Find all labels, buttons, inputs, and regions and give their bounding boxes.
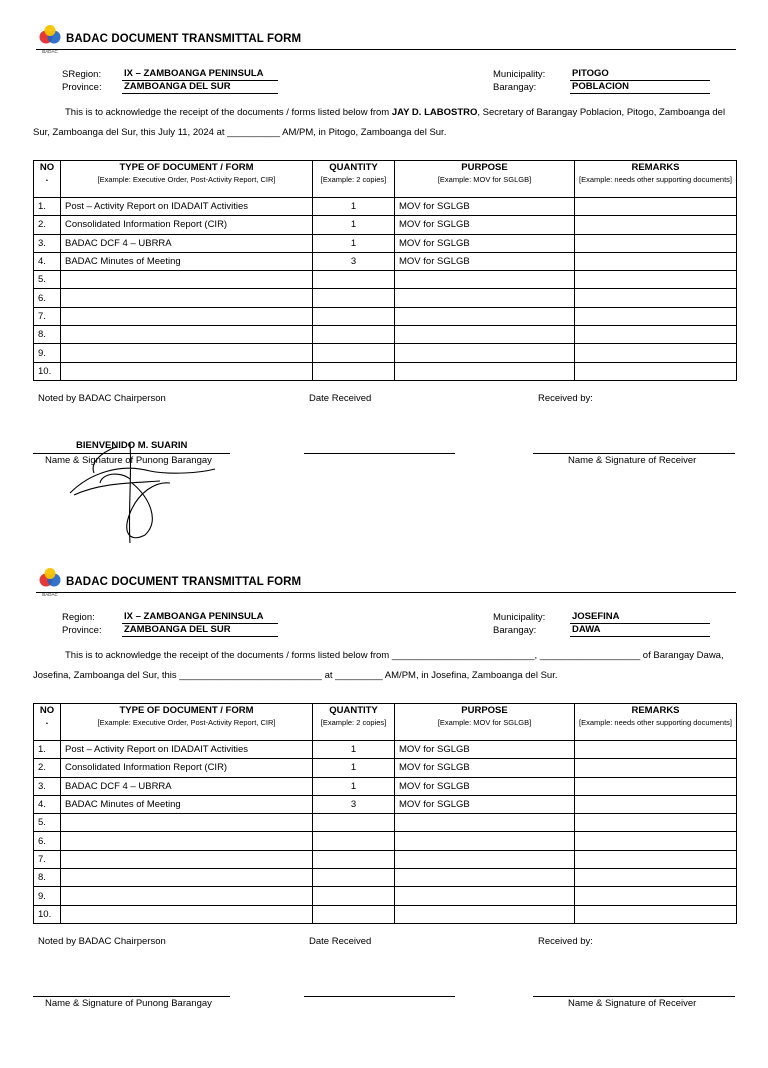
table-row bbox=[34, 307, 737, 325]
quantity-cell bbox=[313, 850, 395, 868]
header-quantity-example: [Example: 2 copies] bbox=[320, 175, 387, 184]
purpose-cell: MOV for SGLGB bbox=[395, 759, 575, 777]
barangay-label: Barangay: bbox=[493, 625, 537, 636]
row-number-cell: 1. bbox=[34, 741, 61, 759]
purpose-cell bbox=[395, 850, 575, 868]
table-row bbox=[34, 887, 737, 905]
row-number-cell: 3. bbox=[34, 234, 61, 252]
quantity-cell: 1 bbox=[313, 198, 395, 216]
document-type-cell bbox=[61, 344, 313, 362]
purpose-cell: MOV for SGLGB bbox=[395, 741, 575, 759]
chair-signature-line bbox=[33, 996, 230, 997]
remarks-cell bbox=[575, 307, 737, 325]
table-body bbox=[34, 198, 737, 381]
purpose-cell: MOV for SGLGB bbox=[395, 216, 575, 234]
row-number-cell: 8. bbox=[34, 869, 61, 887]
handwritten-signature bbox=[60, 443, 230, 545]
table-row bbox=[34, 198, 737, 216]
purpose-cell: MOV for SGLGB bbox=[395, 777, 575, 795]
document-type-cell bbox=[61, 271, 313, 289]
document-type-cell: BADAC Minutes of Meeting bbox=[61, 795, 313, 813]
municipality-label: Municipality: bbox=[493, 69, 546, 80]
documents-table bbox=[33, 160, 737, 381]
barangay-value: DAWA bbox=[570, 624, 710, 637]
header-purpose bbox=[395, 161, 575, 198]
quantity-cell bbox=[313, 814, 395, 832]
table-row bbox=[34, 905, 737, 923]
quantity-cell bbox=[313, 905, 395, 923]
header-quantity bbox=[313, 704, 395, 741]
quantity-cell bbox=[313, 307, 395, 325]
transmittal-form-2 bbox=[0, 568, 768, 1068]
document-type-cell bbox=[61, 289, 313, 307]
barangay-label: Barangay: bbox=[493, 82, 537, 93]
province-value: ZAMBOANGA DEL SUR bbox=[122, 81, 278, 94]
ack-text-post: , Secretary of Barangay Poblacion, Pitogo, Zamboanga del Sur, Zamboanga del Sur, this July 11, 2024 at __________ AM/PM, in Pitogo, Zamboanga del Sur. bbox=[33, 107, 726, 138]
documents-table bbox=[33, 703, 737, 924]
table-header-row bbox=[34, 704, 737, 741]
row-number-cell: 2. bbox=[34, 216, 61, 234]
header-remarks-example: [Example: needs other supporting documents] bbox=[579, 718, 733, 727]
remarks-cell bbox=[575, 362, 737, 380]
row-number-cell: 2. bbox=[34, 759, 61, 777]
row-number-cell: 7. bbox=[34, 307, 61, 325]
row-number-cell: 6. bbox=[34, 832, 61, 850]
logo-text: BADAC bbox=[42, 592, 58, 597]
document-type-cell: BADAC Minutes of Meeting bbox=[61, 252, 313, 270]
remarks-cell bbox=[575, 832, 737, 850]
document-type-cell bbox=[61, 326, 313, 344]
quantity-cell bbox=[313, 832, 395, 850]
purpose-cell bbox=[395, 362, 575, 380]
chair-caption: Name & Signature of Punong Barangay bbox=[45, 998, 212, 1009]
receiver-caption: Name & Signature of Receiver bbox=[568, 455, 697, 466]
purpose-cell: MOV for SGLGB bbox=[395, 234, 575, 252]
row-number-cell: 5. bbox=[34, 814, 61, 832]
receiver-signature-line bbox=[533, 453, 735, 454]
header-type bbox=[61, 161, 313, 198]
row-number-cell: 3. bbox=[34, 777, 61, 795]
document-type-cell bbox=[61, 905, 313, 923]
remarks-cell bbox=[575, 741, 737, 759]
remarks-cell bbox=[575, 216, 737, 234]
row-number-cell: 10. bbox=[34, 362, 61, 380]
purpose-cell bbox=[395, 326, 575, 344]
quantity-cell: 1 bbox=[313, 777, 395, 795]
table-row bbox=[34, 271, 737, 289]
row-number-cell: 9. bbox=[34, 344, 61, 362]
row-number-cell: 7. bbox=[34, 850, 61, 868]
header-type-example: [Example: Executive Order, Post-Activity Report, CIR] bbox=[97, 718, 276, 727]
region-label: SRegion: bbox=[62, 69, 102, 80]
remarks-cell bbox=[575, 326, 737, 344]
quantity-cell: 3 bbox=[313, 252, 395, 270]
table-body bbox=[34, 741, 737, 924]
title-divider bbox=[36, 49, 736, 50]
purpose-cell bbox=[395, 832, 575, 850]
table-row bbox=[34, 234, 737, 252]
purpose-cell bbox=[395, 814, 575, 832]
document-type-cell: BADAC DCF 4 – UBRRA bbox=[61, 777, 313, 795]
date-received-label: Date Received bbox=[309, 936, 372, 947]
remarks-cell bbox=[575, 850, 737, 868]
barangay-value: POBLACION bbox=[570, 81, 710, 94]
purpose-cell: MOV for SGLGB bbox=[395, 198, 575, 216]
header-remarks-example: [Example: needs other supporting documents] bbox=[579, 175, 733, 184]
document-type-cell bbox=[61, 814, 313, 832]
date-received-line bbox=[304, 453, 455, 454]
table-row bbox=[34, 326, 737, 344]
header-no: NO . bbox=[34, 704, 61, 741]
header-type-label: TYPE OF DOCUMENT / FORM bbox=[119, 705, 254, 716]
ack-sender-name: JAY D. LABOSTRO bbox=[391, 107, 478, 118]
quantity-cell bbox=[313, 344, 395, 362]
header-type bbox=[61, 704, 313, 741]
document-type-cell bbox=[61, 850, 313, 868]
quantity-cell: 3 bbox=[313, 795, 395, 813]
header-purpose-example: [Example: MOV for SGLGB] bbox=[437, 718, 532, 727]
header-remarks-label: REMARKS bbox=[631, 162, 680, 173]
table-row bbox=[34, 252, 737, 270]
region-value: IX – ZAMBOANGA PENINSULA bbox=[122, 611, 278, 624]
table-row bbox=[34, 814, 737, 832]
document-type-cell: Consolidated Information Report (CIR) bbox=[61, 759, 313, 777]
municipality-value: PITOGO bbox=[570, 68, 710, 81]
header-quantity-label: QUANTITY bbox=[329, 705, 378, 716]
purpose-cell bbox=[395, 271, 575, 289]
noted-by-label: Noted by BADAC Chairperson bbox=[38, 393, 166, 404]
document-type-cell bbox=[61, 887, 313, 905]
document-type-cell: BADAC DCF 4 – UBRRA bbox=[61, 234, 313, 252]
remarks-cell bbox=[575, 344, 737, 362]
table-row bbox=[34, 759, 737, 777]
document-type-cell bbox=[61, 362, 313, 380]
transmittal-form-1 bbox=[0, 25, 768, 525]
remarks-cell bbox=[575, 289, 737, 307]
receiver-caption: Name & Signature of Receiver bbox=[568, 998, 697, 1009]
quantity-cell: 1 bbox=[313, 741, 395, 759]
header-purpose-label: PURPOSE bbox=[461, 162, 508, 173]
quantity-cell: 1 bbox=[313, 234, 395, 252]
row-number-cell: 5. bbox=[34, 271, 61, 289]
header-type-example: [Example: Executive Order, Post-Activity Report, CIR] bbox=[97, 175, 276, 184]
purpose-cell bbox=[395, 905, 575, 923]
document-type-cell: Post – Activity Report on IDADAIT Activities bbox=[61, 198, 313, 216]
purpose-cell: MOV for SGLGB bbox=[395, 795, 575, 813]
purpose-cell: MOV for SGLGB bbox=[395, 252, 575, 270]
purpose-cell bbox=[395, 869, 575, 887]
header-quantity-label: QUANTITY bbox=[329, 162, 378, 173]
ack-text-pre: This is to acknowledge the receipt of the documents / forms listed below from bbox=[65, 107, 392, 118]
document-type-cell bbox=[61, 869, 313, 887]
row-number-cell: 6. bbox=[34, 289, 61, 307]
header-remarks bbox=[575, 161, 737, 198]
quantity-cell bbox=[313, 362, 395, 380]
remarks-cell bbox=[575, 795, 737, 813]
quantity-cell bbox=[313, 887, 395, 905]
remarks-cell bbox=[575, 777, 737, 795]
chair-caption: Name & Signature of Punong Barangay bbox=[45, 455, 212, 466]
remarks-cell bbox=[575, 869, 737, 887]
date-received-line bbox=[304, 996, 455, 997]
form-title: BADAC DOCUMENT TRANSMITTAL FORM bbox=[66, 33, 302, 45]
table-row bbox=[34, 869, 737, 887]
quantity-cell: 1 bbox=[313, 759, 395, 777]
province-value: ZAMBOANGA DEL SUR bbox=[122, 624, 278, 637]
receiver-signature-line bbox=[533, 996, 735, 997]
date-received-label: Date Received bbox=[309, 393, 372, 404]
purpose-cell bbox=[395, 307, 575, 325]
table-row bbox=[34, 741, 737, 759]
received-by-label: Received by: bbox=[538, 393, 593, 404]
table-row bbox=[34, 795, 737, 813]
form-title: BADAC DOCUMENT TRANSMITTAL FORM bbox=[66, 576, 302, 588]
acknowledgement-paragraph bbox=[33, 103, 736, 143]
remarks-cell bbox=[575, 252, 737, 270]
table-header-row bbox=[34, 161, 737, 198]
quantity-cell bbox=[313, 869, 395, 887]
header-quantity-example: [Example: 2 copies] bbox=[320, 718, 387, 727]
municipality-value: JOSEFINA bbox=[570, 611, 710, 624]
chairperson-name: BIENVENIDO M. SUARIN bbox=[76, 440, 188, 451]
region-label: Region: bbox=[62, 612, 95, 623]
noted-by-label: Noted by BADAC Chairperson bbox=[38, 936, 166, 947]
remarks-cell bbox=[575, 814, 737, 832]
remarks-cell bbox=[575, 271, 737, 289]
municipality-label: Municipality: bbox=[493, 612, 546, 623]
header-remarks-label: REMARKS bbox=[631, 705, 680, 716]
table-row bbox=[34, 362, 737, 380]
province-label: Province: bbox=[62, 82, 102, 93]
header-remarks bbox=[575, 704, 737, 741]
quantity-cell bbox=[313, 271, 395, 289]
remarks-cell bbox=[575, 905, 737, 923]
table-row bbox=[34, 344, 737, 362]
quantity-cell: 1 bbox=[313, 216, 395, 234]
row-number-cell: 9. bbox=[34, 887, 61, 905]
region-value: IX – ZAMBOANGA PENINSULA bbox=[122, 68, 278, 81]
row-number-cell: 8. bbox=[34, 326, 61, 344]
table-row bbox=[34, 832, 737, 850]
purpose-cell bbox=[395, 289, 575, 307]
header-purpose-label: PURPOSE bbox=[461, 705, 508, 716]
header-no: NO . bbox=[34, 161, 61, 198]
purpose-cell bbox=[395, 344, 575, 362]
remarks-cell bbox=[575, 198, 737, 216]
document-type-cell: Consolidated Information Report (CIR) bbox=[61, 216, 313, 234]
header-type-label: TYPE OF DOCUMENT / FORM bbox=[119, 162, 254, 173]
received-by-label: Received by: bbox=[538, 936, 593, 947]
header-purpose-example: [Example: MOV for SGLGB] bbox=[437, 175, 532, 184]
province-label: Province: bbox=[62, 625, 102, 636]
header-purpose bbox=[395, 704, 575, 741]
badac-logo-icon bbox=[37, 25, 63, 55]
table-row bbox=[34, 216, 737, 234]
quantity-cell bbox=[313, 326, 395, 344]
table-row bbox=[34, 850, 737, 868]
table-row bbox=[34, 777, 737, 795]
acknowledgement-paragraph bbox=[33, 646, 736, 686]
purpose-cell bbox=[395, 887, 575, 905]
document-type-cell: Post – Activity Report on IDADAIT Activities bbox=[61, 741, 313, 759]
title-divider bbox=[36, 592, 736, 593]
row-number-cell: 1. bbox=[34, 198, 61, 216]
ack-text-pre: This is to acknowledge the receipt of the documents / forms listed below from ___________________________, ___________________ of Barangay Dawa, Josefina, Zamboanga del Sur, this ___________________________ at _________ AM/PM, in Josefina, Zamboanga del Sur. bbox=[33, 650, 724, 681]
quantity-cell bbox=[313, 289, 395, 307]
row-number-cell: 4. bbox=[34, 795, 61, 813]
remarks-cell bbox=[575, 234, 737, 252]
document-type-cell bbox=[61, 832, 313, 850]
row-number-cell: 4. bbox=[34, 252, 61, 270]
row-number-cell: 10. bbox=[34, 905, 61, 923]
header-quantity bbox=[313, 161, 395, 198]
remarks-cell bbox=[575, 759, 737, 777]
logo-text: BADAC bbox=[42, 49, 58, 54]
table-row bbox=[34, 289, 737, 307]
badac-logo-icon bbox=[37, 568, 63, 598]
document-type-cell bbox=[61, 307, 313, 325]
remarks-cell bbox=[575, 887, 737, 905]
